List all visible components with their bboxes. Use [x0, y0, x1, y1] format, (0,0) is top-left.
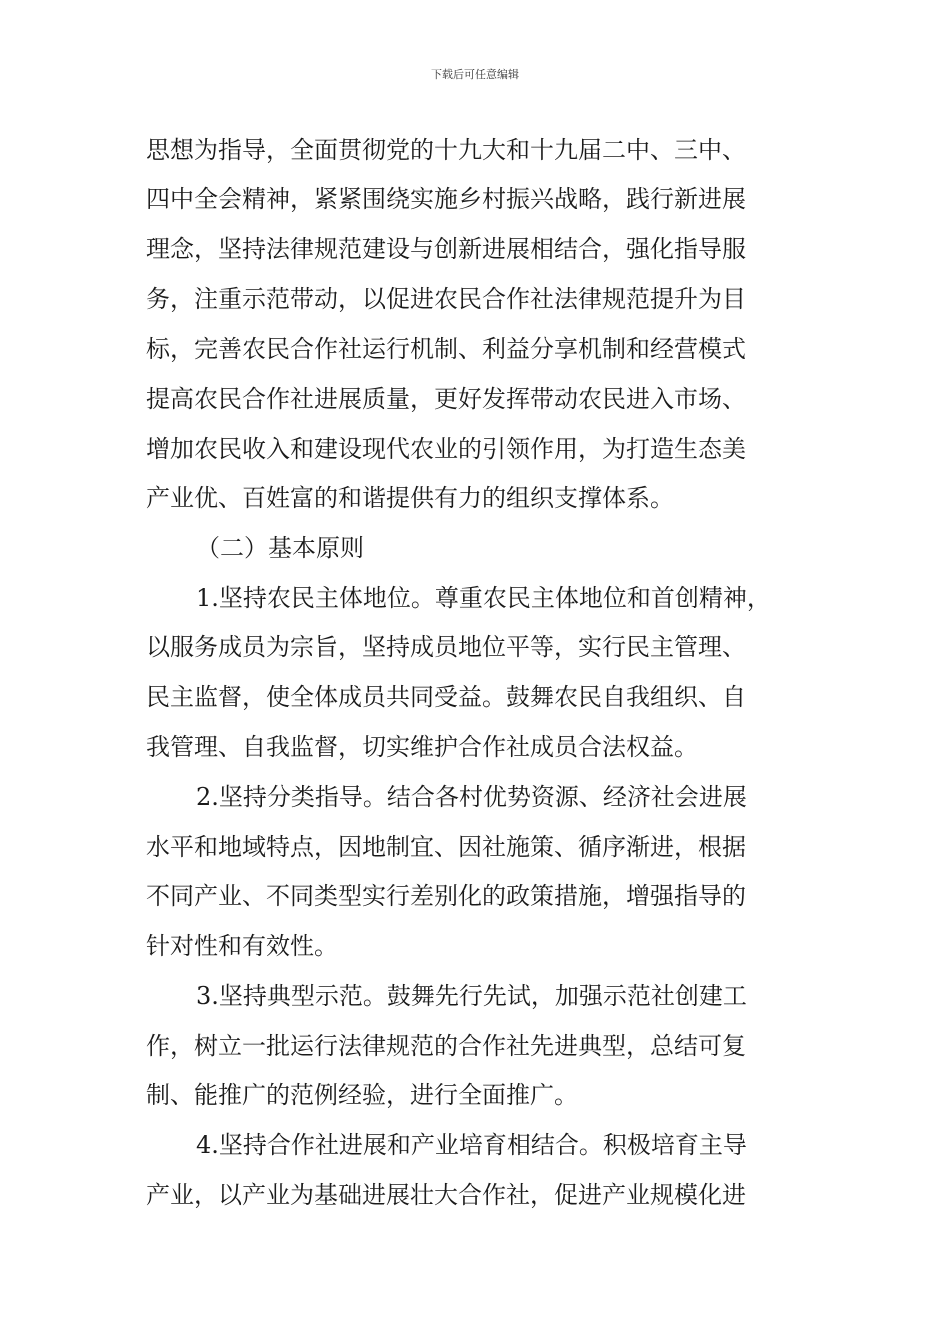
text-line: 我管理、自我监督，切实维护合作社成员合法权益。: [146, 733, 698, 761]
text-line: 4.坚持合作社进展和产业培育相结合。积极培育主导: [196, 1131, 747, 1159]
text-line: 标，完善农民合作社运行机制、利益分享机制和经营模式: [146, 335, 746, 363]
text-line: 作，树立一批运行法律规范的合作社先进典型，总结可复: [146, 1032, 746, 1060]
text-line: 务，注重示范带动，以促进农民合作社法律规范提升为目: [146, 285, 746, 313]
text-line: 不同产业、不同类型实行差别化的政策措施，增强指导的: [146, 882, 746, 910]
text-line: 民主监督，使全体成员共同受益。鼓舞农民自我组织、自: [146, 683, 746, 711]
text-line: 增加农民收入和建设现代农业的引领作用，为打造生态美: [146, 435, 746, 463]
text-line: 思想为指导，全面贯彻党的十九大和十九届二中、三中、: [146, 136, 746, 164]
section-heading: （二）基本原则: [196, 534, 364, 562]
text-line: 2.坚持分类指导。结合各村优势资源、经济社会进展: [196, 783, 747, 811]
text-line: 水平和地域特点，因地制宜、因社施策、循序渐进，根据: [146, 833, 746, 861]
text-line: 以服务成员为宗旨，坚持成员地位平等，实行民主管理、: [146, 633, 746, 661]
text-line: 针对性和有效性。: [146, 932, 338, 960]
text-line: 3.坚持典型示范。鼓舞先行先试，加强示范社创建工: [196, 982, 747, 1010]
text-line: 提高农民合作社进展质量，更好发挥带动农民进入市场、: [146, 385, 746, 413]
text-line: 理念，坚持法律规范建设与创新进展相结合，强化指导服: [146, 235, 746, 263]
text-line: 1.坚持农民主体地位。尊重农民主体地位和首创精神，: [196, 584, 771, 612]
text-line: 四中全会精神，紧紧围绕实施乡村振兴战略，践行新进展: [146, 185, 746, 213]
page-header: 下载后可任意编辑: [431, 68, 519, 81]
text-line: 产业优、百姓富的和谐提供有力的组织支撑体系。: [146, 484, 674, 512]
text-line: 制、能推广的范例经验，进行全面推广。: [146, 1081, 578, 1109]
text-line: 产业，以产业为基础进展壮大合作社，促进产业规模化进: [146, 1181, 746, 1209]
